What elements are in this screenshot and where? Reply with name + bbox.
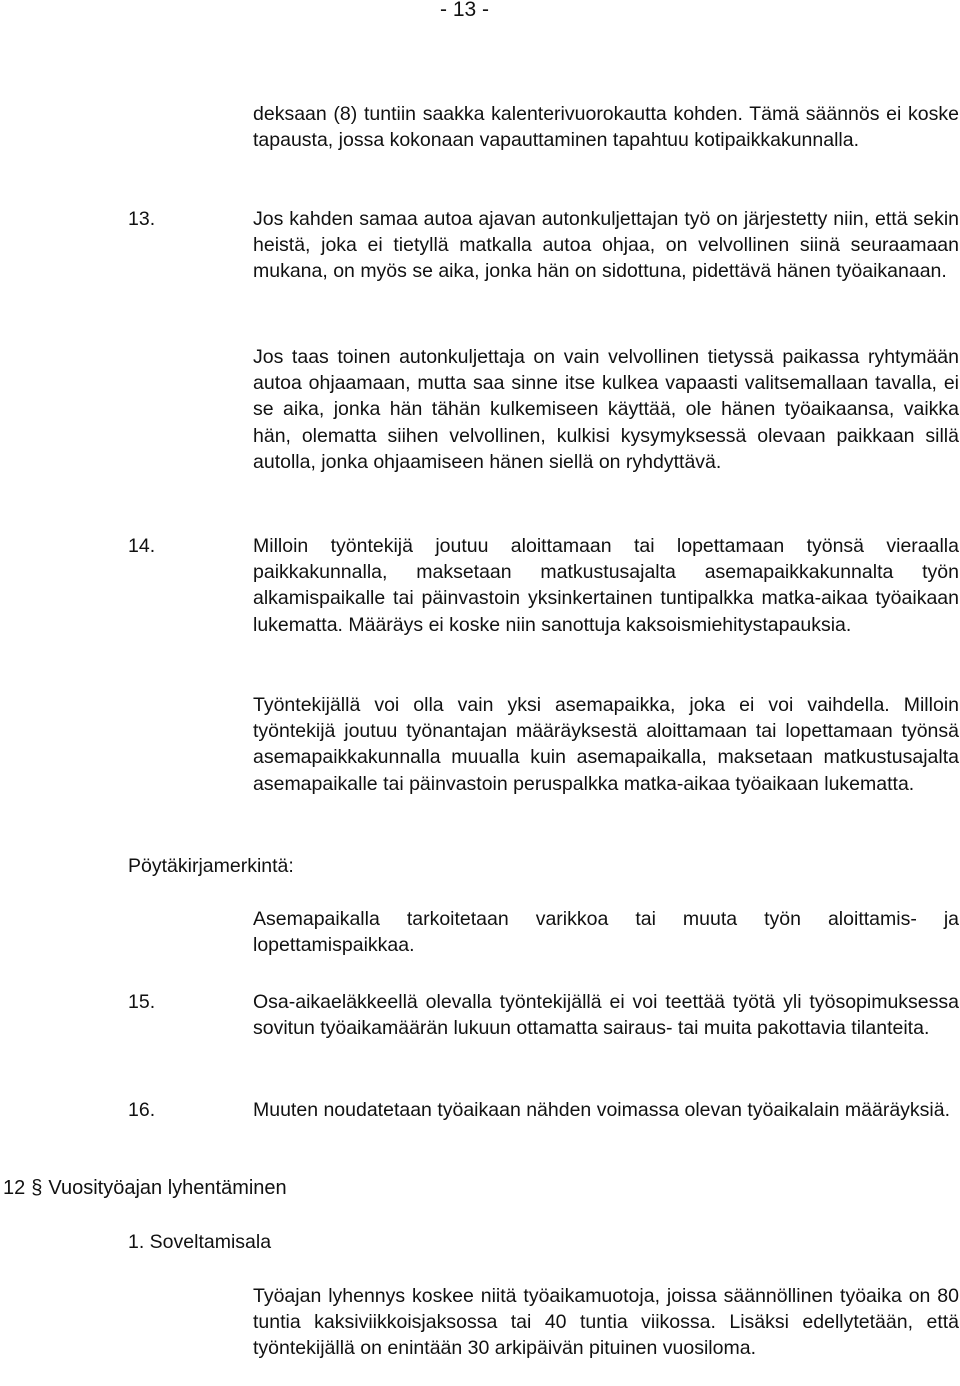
section-heading xyxy=(3,1175,403,1201)
item-13-text: Jos kahden samaa autoa ajavan autonkuljettajan työ on järjestetty niin, että sekin heistä, joka ei tietyllä matkalla autoa ohjaa, on velvollinen siinä seuraamaan mukana, on myös se aika, jonka hän on sidottuna, pidettävä hänen työaikanaan. xyxy=(253,208,959,283)
item-15-number: 15. xyxy=(128,991,156,1013)
item-13-text-2: Jos taas toinen autonkuljettaja on vain velvollinen tietyssä paikassa ryhtymään autoa ohjaamaan, mutta saa sinne itse kulkea vapaasti valitsemallaan tavalla, ei se aika, jonka hän tähän kulkemiseen käyttää, ole hänen työaikaansa, vaikka hän, olematta siihen velvollinen, kulkisi kysymyksessä olevaan paikkaan sillä autolla, jonka ohjaamiseen hänen siellä on ryhdyttävä. xyxy=(253,346,959,473)
item-14-text-2: Työntekijällä voi olla vain yksi asemapaikka, joka ei voi vaihdella. Milloin työntekijä joutuu työnantajan määräyksestä aloittamaan tai lopettamaan työnsä asemapaikkakunnalla muualla kuin asemapaikalla, maksetaan matkustusajalta asemapaikalle tai päinvastoin peruspalkka matka-aikaa työaikaan lukematta. xyxy=(253,694,959,795)
item-14-text: Milloin työntekijä joutuu aloittamaan tai lopettamaan työnsä vieraalla paikkakunnalla, maksetaan matkustusajalta asemapaikkakunnalta työn alkamispaikalle tai päinvastoin yksinkertainen tuntipalkka matka-aikaa työaikaan lukematta. Määräys ei koske niin sanottuja kaksoismiehitystapauksia. xyxy=(253,535,959,636)
item-15-text: Osa-aikaeläkkeellä olevalla työntekijällä ei voi teettää työtä yli työsopimuksessa sovitun työaikamäärän lukuun ottamatta sairaus- tai muita pakottavia tilanteita. xyxy=(253,991,959,1040)
section-title: Vuosityöajan lyhentäminen xyxy=(48,1177,287,1199)
item-16-text: Muuten noudatetaan työaikaan nähden voimassa olevan työaikalain määräyksiä. xyxy=(253,1099,951,1121)
item-14-number: 14. xyxy=(128,535,156,557)
section-sign: § xyxy=(31,1177,43,1199)
subsection-text: Työajan lyhennys koskee niitä työaikamuotoja, joissa säännöllinen työaika on 80 tuntia kaksiviikkoisjaksossa tai 40 tuntia viikossa. Lisäksi edellytetään, että työntekijällä on enintään 30 arkipäivän pituinen vuosiloma. xyxy=(253,1285,959,1360)
subsection-label: 1. Soveltamisala xyxy=(128,1231,272,1253)
item-13-number: 13. xyxy=(128,208,156,230)
minutes-label: Pöytäkirjamerkintä: xyxy=(128,855,294,877)
section-number: 12 xyxy=(3,1177,26,1199)
item-16-number: 16. xyxy=(128,1099,156,1121)
paragraph-intro: deksaan (8) tuntiin saakka kalenterivuorokautta kohden. Tämä säännös ei koske tapausta, jossa kokonaan vapauttaminen tapahtuu kotipaikkakunnalla. xyxy=(253,103,959,152)
page-number: - 13 - xyxy=(440,0,490,21)
minutes-text: Asemapaikalla tarkoitetaan varikkoa tai muuta työn aloittamis- ja lopettamispaikkaa. xyxy=(253,908,959,957)
